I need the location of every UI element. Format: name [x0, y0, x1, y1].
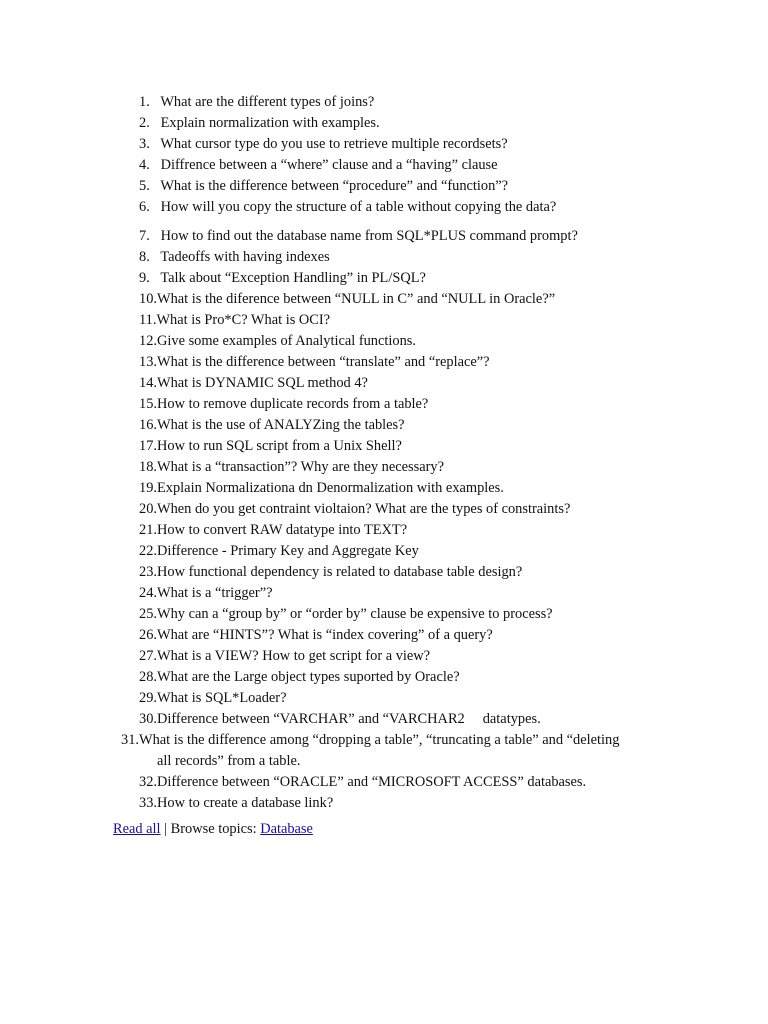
question-item [139, 310, 739, 331]
question-text: Explain normalization with examples. [160, 115, 380, 131]
question-number: 4. [139, 157, 150, 173]
question-text: How will you copy the structure of a table without copying the data? [160, 199, 557, 215]
question-number: 22. [139, 543, 157, 559]
question-item [139, 331, 739, 352]
question-number: 11. [139, 312, 157, 328]
question-item [139, 772, 739, 793]
question-text: Difference between “VARCHAR” and “VARCHAR2 datatypes. [157, 711, 541, 727]
question-text: What is DYNAMIC SQL method 4? [157, 375, 368, 391]
question-number: 3. [139, 136, 150, 152]
footer-links [113, 819, 313, 840]
question-number: 9. [139, 270, 150, 286]
question-number: 28. [139, 669, 157, 685]
question-number: 18. [139, 459, 157, 475]
question-number: 17. [139, 438, 157, 454]
question-text: What cursor type do you use to retrieve multiple recordsets? [160, 136, 508, 152]
question-text: When do you get contraint violtaion? What are the types of constraints? [157, 501, 571, 517]
question-text: How to run SQL script from a Unix Shell? [157, 438, 402, 454]
question-item [139, 247, 739, 268]
question-text: What is SQL*Loader? [157, 690, 287, 706]
question-item [139, 197, 739, 218]
question-item [139, 176, 739, 197]
question-item [139, 562, 739, 583]
question-number: 7. [139, 228, 150, 244]
question-text: What is a “trigger”? [157, 585, 273, 601]
question-list [121, 92, 739, 814]
question-number: 27. [139, 648, 157, 664]
question-number: 20. [139, 501, 157, 517]
question-item [139, 793, 739, 814]
question-item [139, 604, 739, 625]
question-item [139, 92, 739, 113]
question-item [139, 667, 739, 688]
question-text: Explain Normalizationa dn Denormalization with examples. [157, 480, 504, 496]
question-number: 15. [139, 396, 157, 412]
question-text: What are “HINTS”? What is “index covering” of a query? [157, 627, 493, 643]
question-text: What are the different types of joins? [160, 94, 375, 110]
question-item [139, 113, 739, 134]
question-text: How to remove duplicate records from a table? [157, 396, 429, 412]
question-item [139, 520, 739, 541]
question-item: 31.What is the difference among “dropping a table”, “truncating a table” and “deleting all records” from a table. [121, 732, 620, 769]
question-text: What is the difference between “translate” and “replace”? [157, 354, 490, 370]
question-item [139, 646, 739, 667]
question-text: How to convert RAW datatype into TEXT? [157, 522, 408, 538]
browse-topics-label: | Browse topics: [160, 821, 261, 837]
question-number: 26. [139, 627, 157, 643]
question-text: What is the difference among “dropping a table”, “truncating a table” and “deleting all records” from a table. [139, 732, 620, 769]
question-item [139, 268, 739, 289]
question-number: 6. [139, 199, 150, 215]
question-text: What is the use of ANALYZing the tables? [157, 417, 405, 433]
question-item [139, 134, 739, 155]
question-text: Difference between “ORACLE” and “MICROSOFT ACCESS” databases. [157, 774, 587, 790]
question-text: What is Pro*C? What is OCI? [156, 312, 331, 328]
topic-database-link[interactable]: Database [260, 821, 313, 837]
question-number: 30. [139, 711, 157, 727]
question-item [139, 583, 739, 604]
question-item [139, 541, 739, 562]
question-number: 1. [139, 94, 150, 110]
question-item [139, 457, 739, 478]
question-number: 12. [139, 333, 157, 349]
question-text: How to find out the database name from SQL*PLUS command prompt? [160, 228, 578, 244]
question-item [139, 373, 739, 394]
question-item [139, 625, 739, 646]
question-item [139, 688, 739, 709]
question-text: What is the diference between “NULL in C” and “NULL in Oracle?” [157, 291, 556, 307]
question-number: 5. [139, 178, 150, 194]
question-number: 16. [139, 417, 157, 433]
question-number: 29. [139, 690, 157, 706]
question-item [139, 499, 739, 520]
question-text: How functional dependency is related to database table design? [157, 564, 523, 580]
question-number: 23. [139, 564, 157, 580]
question-item [139, 226, 739, 247]
question-number: 14. [139, 375, 157, 391]
question-text: Tadeoffs with having indexes [160, 249, 330, 265]
question-number: 21. [139, 522, 157, 538]
question-text: Diffrence between a “where” clause and a “having” clause [160, 157, 498, 173]
question-text: Why can a “group by” or “order by” clause be expensive to process? [157, 606, 553, 622]
question-text: What is a “transaction”? Why are they necessary? [157, 459, 445, 475]
question-number: 19. [139, 480, 157, 496]
question-number: 13. [139, 354, 157, 370]
question-text: Difference - Primary Key and Aggregate Key [157, 543, 419, 559]
question-text: Give some examples of Analytical functions. [157, 333, 416, 349]
question-text: How to create a database link? [157, 795, 334, 811]
question-item [139, 352, 739, 373]
question-item [139, 436, 739, 457]
question-item [139, 415, 739, 436]
read-all-link[interactable]: Read all [113, 821, 161, 837]
question-text: What is a VIEW? How to get script for a view? [157, 648, 431, 664]
question-text: What are the Large object types suported by Oracle? [157, 669, 460, 685]
question-item [139, 478, 739, 499]
question-item [139, 289, 739, 310]
question-item [139, 394, 739, 415]
question-number: 25. [139, 606, 157, 622]
question-item [139, 709, 739, 730]
question-item [139, 155, 739, 176]
question-number: 8. [139, 249, 150, 265]
question-number: 24. [139, 585, 157, 601]
question-number: 2. [139, 115, 150, 131]
question-number: 33. [139, 795, 157, 811]
question-number: 32. [139, 774, 157, 790]
question-number: 10. [139, 291, 157, 307]
question-text: What is the difference between “procedure” and “function”? [160, 178, 509, 194]
question-text: Talk about “Exception Handling” in PL/SQL? [160, 270, 426, 286]
